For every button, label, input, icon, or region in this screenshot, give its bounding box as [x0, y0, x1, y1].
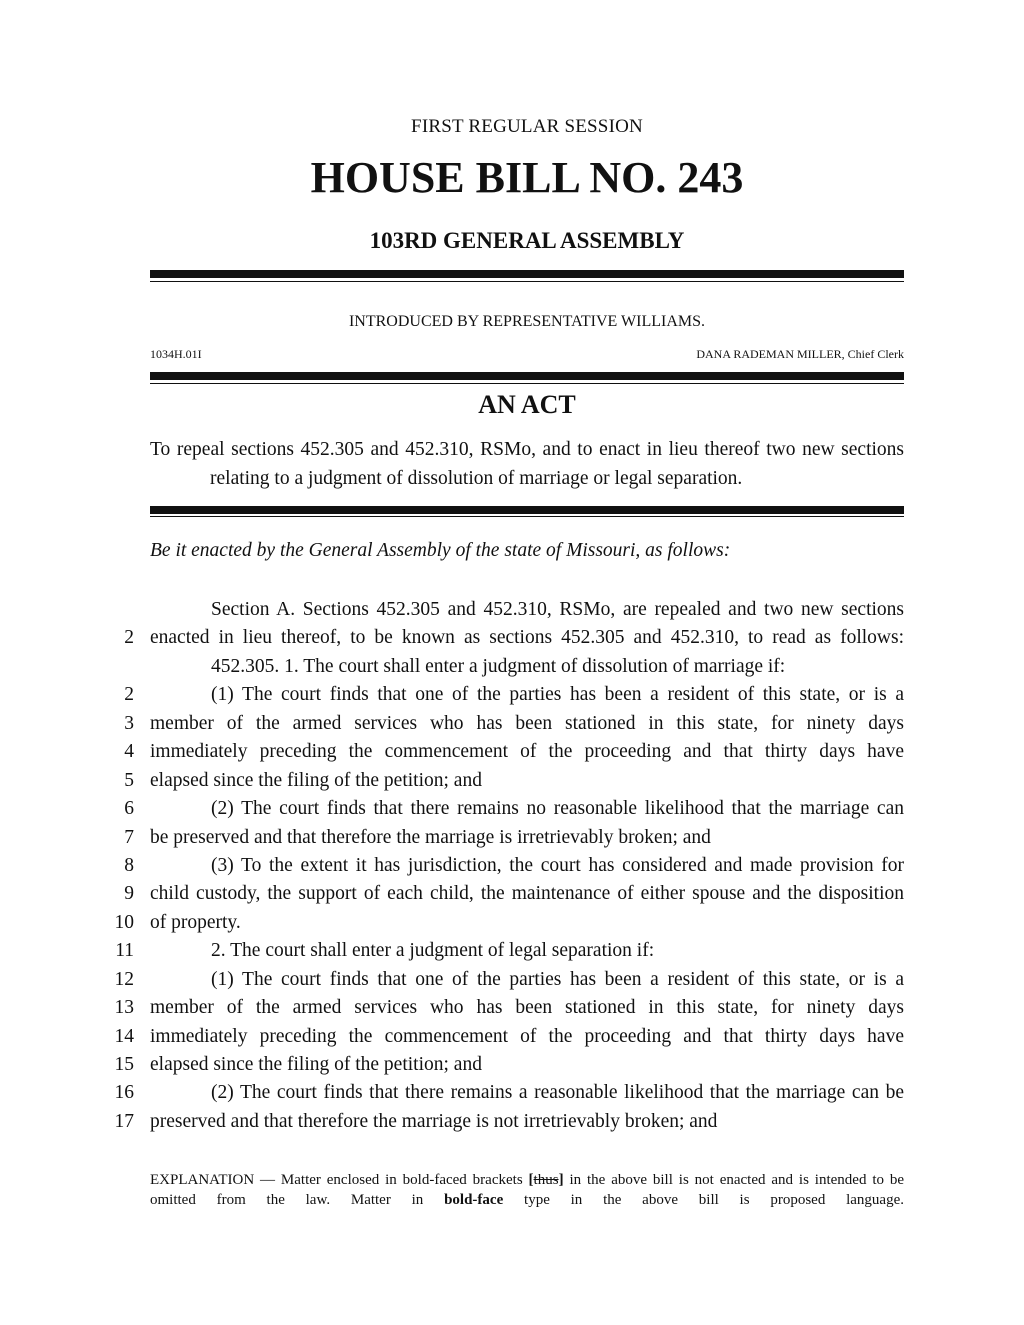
line-number: 2 — [124, 684, 134, 706]
line-number: 6 — [124, 798, 134, 820]
act-rule-thin — [150, 383, 904, 384]
line-number: 5 — [124, 769, 134, 791]
chief-clerk: DANA RADEMAN MILLER, Chief Clerk — [696, 347, 904, 361]
bill-line — [0, 710, 1024, 738]
explanation-lead: EXPLANATION — Matter enclosed in bold-faced brackets — [150, 1172, 523, 1188]
line-text: member of the armed services who has been stationed in this state, for ninety days — [150, 997, 904, 1019]
line-text: 452.305. 1. The court shall enter a judgment of dissolution of marriage if: — [211, 655, 786, 677]
bracket-example: [thus] — [528, 1172, 564, 1188]
body-rule-thin — [150, 516, 904, 517]
line-number: 3 — [124, 712, 134, 734]
explanation-mid: in the above bill is not enacted and is intended to be omitted from the law. Matter in — [150, 1172, 905, 1208]
assembly-label: 103RD GENERAL ASSEMBLY — [369, 228, 685, 253]
bill-body — [0, 596, 1024, 1136]
line-text: be preserved and that therefore the marriage is irretrievably broken; and — [150, 826, 711, 848]
bill-line — [0, 909, 1024, 937]
bold-face-example: bold-face — [444, 1192, 504, 1208]
line-number: 8 — [124, 854, 134, 876]
enacting-clause: Be it enacted by the General Assembly of the state of Missouri, as follows: — [150, 540, 731, 561]
body-rule-thick — [150, 506, 904, 514]
line-number: 12 — [114, 968, 134, 990]
session-label: FIRST REGULAR SESSION — [411, 116, 643, 137]
bill-line — [0, 1051, 1024, 1079]
act-description-line-1: To repeal sections 452.305 and 452.310, RSMo, and to enact in lieu thereof two new sections — [150, 439, 904, 460]
bill-title: HOUSE BILL NO. 243 — [310, 153, 744, 202]
line-number: 11 — [115, 940, 134, 962]
act-rule-thick — [150, 372, 904, 380]
line-number: 14 — [114, 1025, 134, 1047]
line-text: 2. The court shall enter a judgment of legal separation if: — [211, 940, 655, 962]
line-number: 2 — [124, 627, 134, 649]
bill-line — [0, 937, 1024, 965]
bill-line — [0, 994, 1024, 1022]
line-text: (3) To the extent it has jurisdiction, the court has considered and made provision for — [211, 854, 904, 876]
line-number: 10 — [114, 911, 134, 933]
line-number: 7 — [124, 826, 134, 848]
bill-line — [0, 795, 1024, 823]
bill-line — [0, 966, 1024, 994]
line-text: immediately preceding the commencement of the proceeding and that thirty days have — [150, 1025, 904, 1047]
bill-line — [0, 624, 1024, 652]
bill-line — [0, 738, 1024, 766]
line-text: immediately preceding the commencement of the proceeding and that thirty days have — [150, 741, 904, 763]
explanation-tail: type in the above bill is proposed language. — [524, 1192, 904, 1208]
bill-line — [0, 880, 1024, 908]
bill-line — [0, 596, 1024, 624]
bill-line — [0, 1079, 1024, 1107]
line-text: child custody, the support of each child, the maintenance of either spouse and the disposition — [150, 883, 904, 905]
line-text: of property. — [150, 911, 241, 933]
line-number: 4 — [124, 741, 134, 763]
header-rule-thin — [150, 281, 904, 282]
explanation-note — [150, 1170, 904, 1210]
line-text: member of the armed services who has been stationed in this state, for ninety days — [150, 712, 904, 734]
line-text: enacted in lieu thereof, to be known as sections 452.305 and 452.310, to read as follows: — [150, 627, 904, 649]
line-text: elapsed since the filing of the petition; and — [150, 769, 482, 791]
line-text: (1) The court finds that one of the parties has been a resident of this state, or is a — [211, 684, 904, 706]
explanation-line-1 — [150, 1170, 904, 1210]
bill-line — [0, 681, 1024, 709]
line-text: (2) The court finds that there remains no reasonable likelihood that the marriage can — [211, 798, 904, 820]
bill-line — [0, 852, 1024, 880]
line-text: elapsed since the filing of the petition; and — [150, 1054, 482, 1075]
line-number: 16 — [114, 1082, 134, 1104]
header-rule-thick — [150, 270, 904, 278]
line-number: 17 — [114, 1110, 134, 1132]
introduced-by: INTRODUCED BY REPRESENTATIVE WILLIAMS. — [348, 313, 706, 330]
line-text: preserved and that therefore the marriage is not irretrievably broken; and — [150, 1110, 718, 1132]
line-number: 9 — [124, 883, 134, 905]
act-description-line-2: relating to a judgment of dissolution of marriage or legal separation. — [210, 468, 743, 489]
act-description — [150, 435, 904, 493]
bill-line — [0, 1023, 1024, 1051]
line-text: (1) The court finds that one of the parties has been a resident of this state, or is a — [211, 968, 904, 990]
line-number: 15 — [114, 1054, 134, 1075]
line-text: (2) The court finds that there remains a reasonable likelihood that the marriage can be — [211, 1082, 904, 1104]
bill-line — [0, 767, 1024, 795]
bill-line — [0, 824, 1024, 852]
bill-line — [0, 1108, 1024, 1136]
line-text: Section A. Sections 452.305 and 452.310, RSMo, are repealed and two new sections — [211, 599, 904, 620]
bill-line — [0, 653, 1024, 681]
bill-code: 1034H.01I — [150, 347, 202, 361]
line-number: 13 — [114, 997, 134, 1019]
act-title: AN ACT — [478, 390, 576, 419]
